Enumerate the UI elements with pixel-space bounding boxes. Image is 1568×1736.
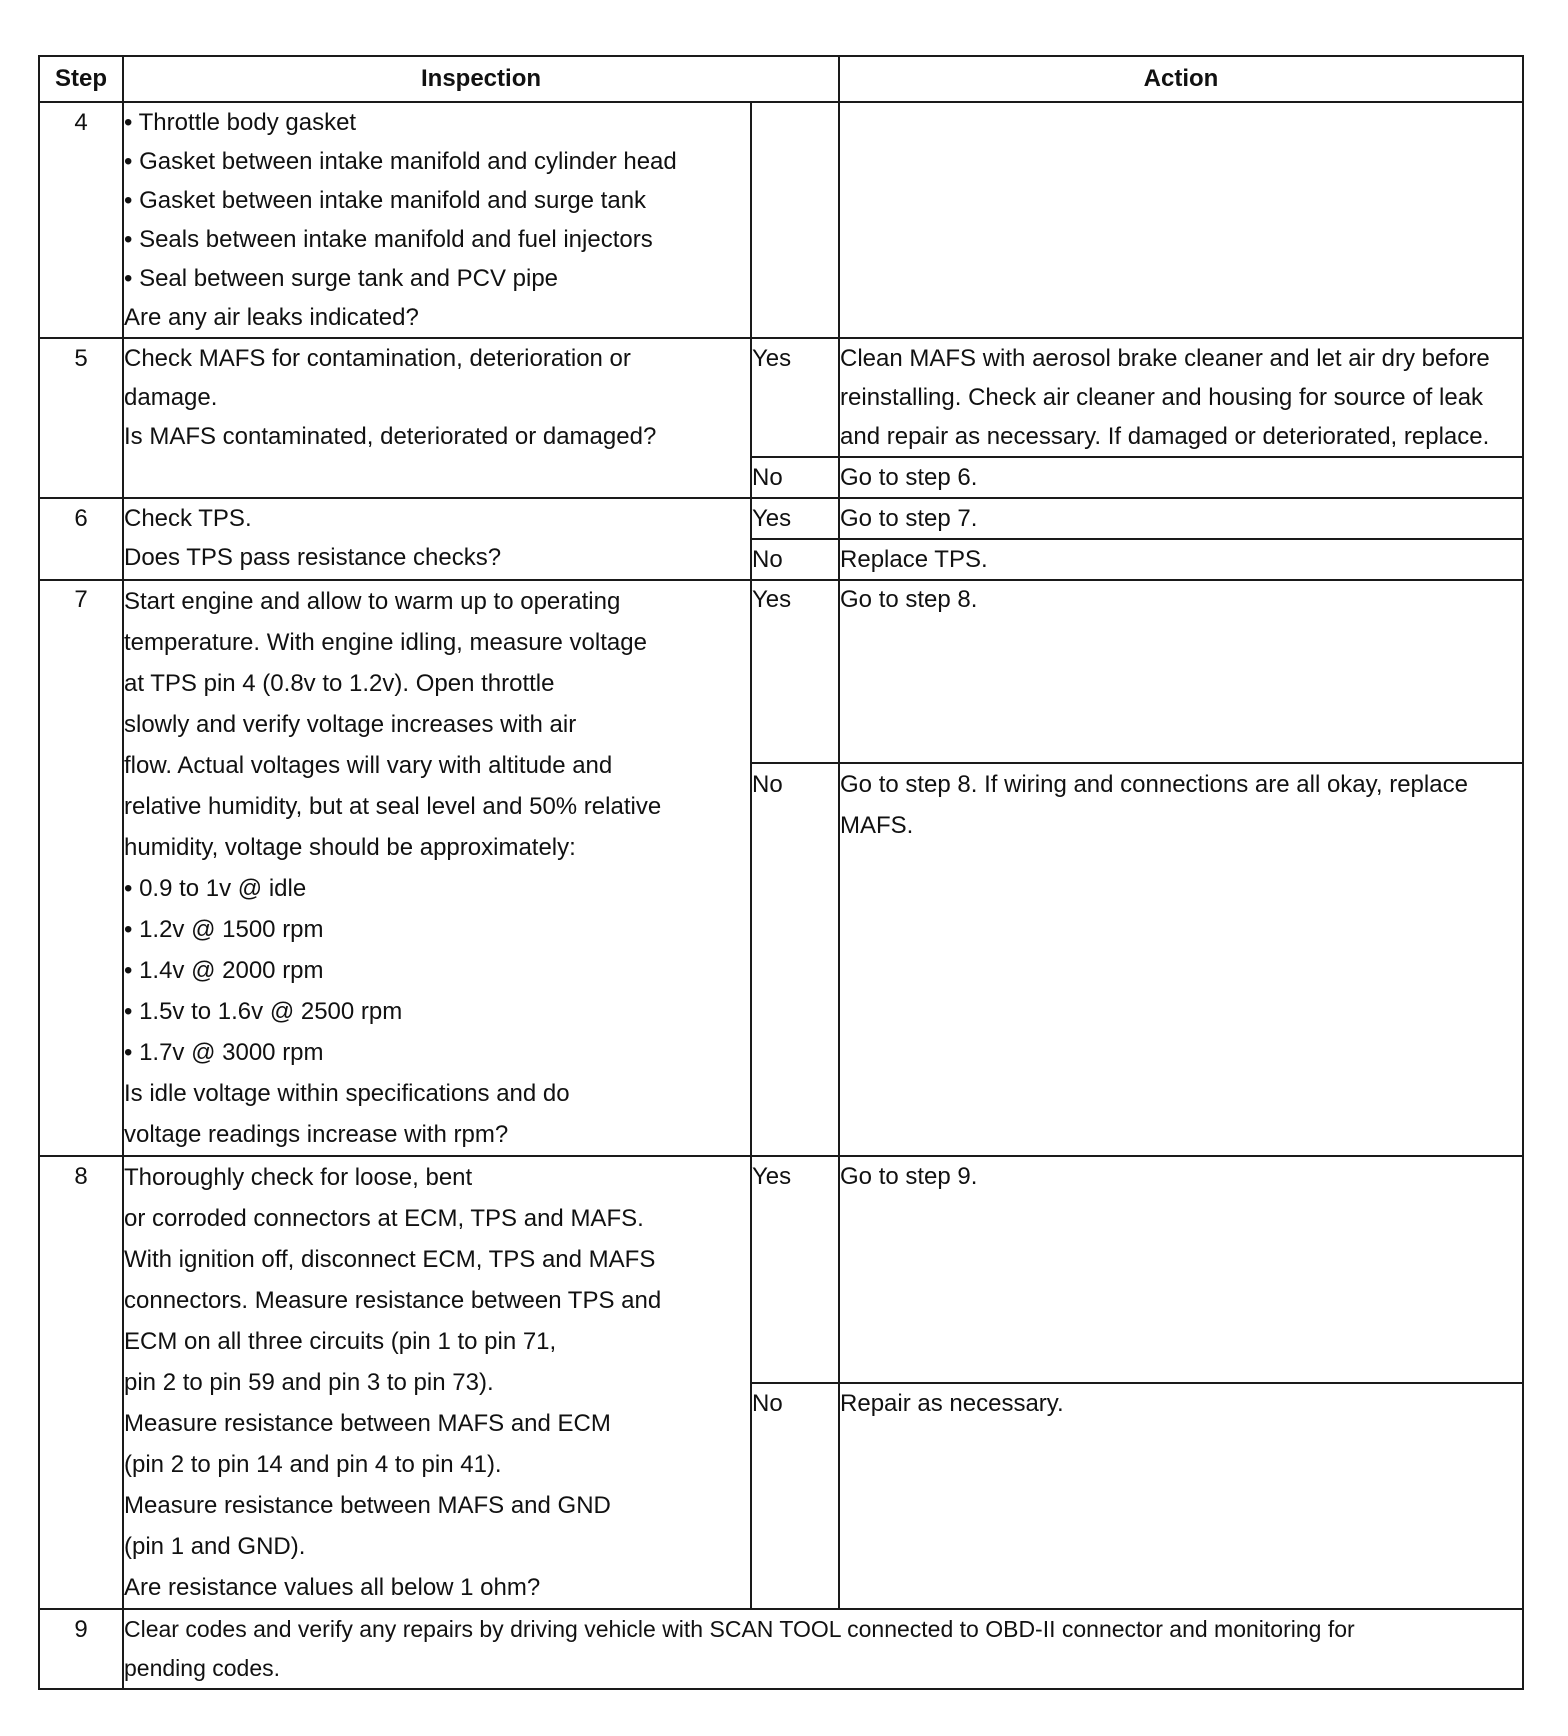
inspection-line: • 1.4v @ 2000 rpm: [124, 957, 324, 984]
no-action: Go to step 6.: [839, 457, 1523, 498]
no-action: Replace TPS.: [839, 539, 1523, 580]
inspection-line: Does TPS pass resistance checks?: [124, 544, 502, 571]
diagnostic-table: [38, 55, 1524, 1690]
inspection-line: • 1.5v to 1.6v @ 2500 rpm: [124, 998, 403, 1025]
step-number: 4: [39, 102, 123, 338]
no-label: No: [751, 457, 839, 498]
inspection-line: • Seal between surge tank and PCV pipe: [124, 265, 559, 292]
step-number: 5: [39, 338, 123, 498]
yes-label: Yes: [751, 580, 839, 763]
inspection-line: • 1.2v @ 1500 rpm: [124, 916, 324, 943]
no-label: No: [751, 1383, 839, 1610]
step-text-line: pending codes.: [124, 1655, 281, 1681]
inspection-line: • Throttle body gasket: [124, 109, 357, 136]
no-label: No: [751, 763, 839, 1156]
step-text: [123, 1609, 1523, 1689]
inspection-line: damage.: [124, 384, 218, 411]
inspection-line: Start engine and allow to warm up to operating: [124, 588, 621, 615]
yes-label: Yes: [751, 1156, 839, 1383]
no-action-text: Go to step 8. If wiring and connections are all okay, replace MAFS.: [840, 770, 1468, 839]
inspection-line: slowly and verify voltage increases with air: [124, 711, 577, 738]
yes-action: [839, 338, 1523, 457]
step-row-9: [39, 1609, 1523, 1689]
yes-label: Yes: [751, 498, 839, 539]
inspection-line: With ignition off, disconnect ECM, TPS and MAFS: [124, 1246, 656, 1273]
inspection-line: Measure resistance between MAFS and GND: [124, 1492, 611, 1519]
inspection-line: • Gasket between intake manifold and cylinder head: [124, 148, 677, 175]
inspection-line: humidity, voltage should be approximately:: [124, 834, 576, 861]
yes-no-empty: [751, 102, 839, 338]
inspection-line: temperature. With engine idling, measure voltage: [124, 629, 647, 656]
inspection-line: • Seals between intake manifold and fuel injectors: [124, 226, 653, 253]
yes-action: Go to step 9.: [839, 1156, 1523, 1383]
inspection-line: • 1.7v @ 3000 rpm: [124, 1039, 324, 1066]
inspection-line: Are any air leaks indicated?: [124, 304, 419, 331]
inspection-line: Are resistance values all below 1 ohm?: [124, 1574, 541, 1601]
yes-action: Go to step 8.: [839, 580, 1523, 763]
inspection-line: • Gasket between intake manifold and surge tank: [124, 187, 647, 214]
step-inspection: [123, 338, 751, 498]
step-inspection: [123, 498, 751, 580]
inspection-line: or corroded connectors at ECM, TPS and MAFS.: [124, 1205, 644, 1232]
step-row-7: [39, 580, 1523, 763]
yes-action: Go to step 7.: [839, 498, 1523, 539]
step-number: 6: [39, 498, 123, 580]
yes-action-text: Clean MAFS with aerosol brake cleaner and let air dry before reinstalling. Check air cleaner and housing for source of leak and repair as necessary. If damaged or deteriorated, replace.: [840, 345, 1490, 450]
step-row-5: [39, 338, 1523, 457]
header-row: [39, 56, 1523, 102]
step-row-4: [39, 102, 1523, 338]
inspection-line: • 0.9 to 1v @ idle: [124, 875, 307, 902]
step-inspection: [123, 102, 751, 338]
inspection-line: pin 2 to pin 59 and pin 3 to pin 73).: [124, 1369, 494, 1396]
header-inspection: Inspection: [123, 56, 839, 102]
step-number: 9: [39, 1609, 123, 1689]
inspection-line: Thoroughly check for loose, bent: [124, 1164, 473, 1191]
inspection-line: (pin 1 and GND).: [124, 1533, 306, 1560]
inspection-line: voltage readings increase with rpm?: [124, 1121, 509, 1148]
inspection-line: Measure resistance between MAFS and ECM: [124, 1410, 611, 1437]
action-empty: [839, 102, 1523, 338]
step-inspection: [123, 1156, 751, 1609]
step-row-8: [39, 1156, 1523, 1383]
step-row-6: [39, 498, 1523, 539]
inspection-line: flow. Actual voltages will vary with altitude and: [124, 752, 613, 779]
inspection-line: Check MAFS for contamination, deterioration or: [124, 345, 631, 372]
step-number: 7: [39, 580, 123, 1156]
step-inspection: [123, 580, 751, 1156]
step-number: 8: [39, 1156, 123, 1609]
inspection-line: connectors. Measure resistance between TPS and: [124, 1287, 662, 1314]
no-label: No: [751, 539, 839, 580]
no-action: Repair as necessary.: [839, 1383, 1523, 1610]
header-action: Action: [839, 56, 1523, 102]
inspection-line: Check TPS.: [124, 505, 252, 532]
no-action: [839, 763, 1523, 1156]
yes-label: Yes: [751, 338, 839, 457]
inspection-line: at TPS pin 4 (0.8v to 1.2v). Open throttle: [124, 670, 555, 697]
inspection-line: Is MAFS contaminated, deteriorated or damaged?: [124, 423, 657, 450]
step-text-line: Clear codes and verify any repairs by driving vehicle with SCAN TOOL connected to OBD-II connector and monitoring for: [124, 1616, 1355, 1642]
inspection-line: ECM on all three circuits (pin 1 to pin 71,: [124, 1328, 557, 1355]
inspection-line: (pin 2 to pin 14 and pin 4 to pin 41).: [124, 1451, 502, 1478]
inspection-line: Is idle voltage within specifications and do: [124, 1080, 570, 1107]
inspection-line: relative humidity, but at seal level and 50% relative: [124, 793, 662, 820]
header-step: Step: [39, 56, 123, 102]
